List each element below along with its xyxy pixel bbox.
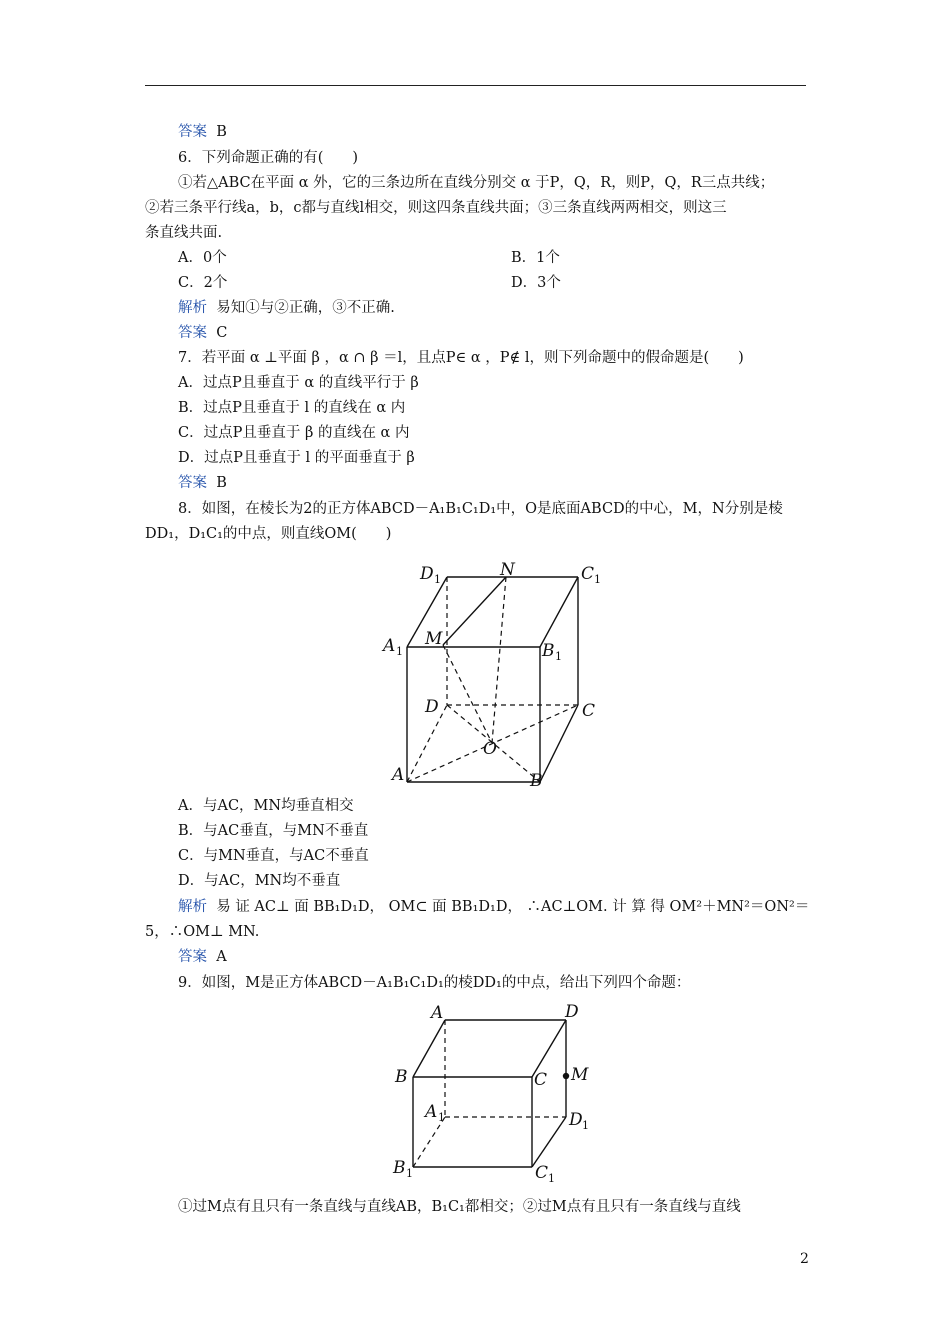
q8-cube-figure [370, 555, 610, 795]
q5-answer: B [216, 124, 227, 140]
label-D1: D [420, 564, 434, 584]
q8-option-a: A．与AC，MN均垂直相交 [178, 798, 354, 814]
q8-stem-2: DD₁，D₁C₁的中点，则直线OM( ) [145, 526, 392, 542]
q6-answer-line [178, 323, 227, 343]
label-B1: B [393, 1158, 406, 1178]
q7-stem: 7．若平面 α ⊥平面 β ，α ∩ β ＝l，且点P∈ α ，P∉ l，则下列命题中的假命题是( ) [178, 350, 744, 366]
q8-answer-line [178, 947, 227, 967]
q8-option-d: D．与AC，MN均不垂直 [178, 873, 341, 889]
svg-text:1: 1 [434, 573, 441, 586]
q6-text-1: ①若△ABC在平面 α 外，它的三条边所在直线分别交 α 于P，Q，R，则P，Q，R三点共线； [178, 175, 775, 191]
label-A1: A [383, 636, 396, 656]
q9-cube-figure [385, 1000, 605, 1190]
q6-analysis-line [178, 298, 395, 318]
page-number: 2 [800, 1251, 809, 1267]
answer-label: 答案 [178, 124, 207, 140]
q6-option-d: D．3个 [511, 275, 561, 291]
analysis-label: 解析 [178, 899, 207, 915]
label-B: B [530, 771, 543, 791]
q6-text-2: ②若三条平行线a，b，c都与直线l相交，则这四条直线共面；③三条直线两两相交，则这三 [145, 200, 727, 216]
q6-text-3: 条直线共面. [145, 225, 223, 241]
svg-text:1: 1 [548, 1172, 555, 1185]
analysis-label: 解析 [178, 300, 207, 316]
q8-analysis-line [178, 897, 809, 917]
q6-stem: 6．下列命题正确的有( ) [178, 150, 359, 166]
q7-option-c: C．过点P且垂直于 β 的直线在 α 内 [178, 425, 410, 441]
svg-text:1: 1 [555, 650, 562, 663]
answer-label: 答案 [178, 475, 207, 491]
label-A1: A [425, 1102, 438, 1122]
svg-text:1: 1 [406, 1167, 413, 1180]
svg-text:1: 1 [438, 1111, 445, 1124]
q6-analysis: 易知①与②正确，③不正确. [216, 300, 395, 316]
answer-label: 答案 [178, 325, 207, 341]
label-O: O [483, 739, 497, 759]
label-B1: B [542, 641, 555, 661]
header-rule [145, 85, 806, 86]
answer-label: 答案 [178, 949, 207, 965]
label-A: A [392, 765, 405, 785]
q6-option-c: C．2个 [178, 275, 228, 291]
q5-answer-line [178, 122, 227, 142]
q6-answer: C [216, 325, 228, 341]
label-M: M [425, 629, 443, 649]
label-C1: C [535, 1163, 549, 1183]
label-C: C [534, 1070, 548, 1090]
q7-answer: B [216, 475, 227, 491]
label-D: D [565, 1002, 579, 1022]
point-M [563, 1073, 569, 1079]
q8-option-b: B．与AC垂直，与MN不垂直 [178, 823, 369, 839]
q8-analysis-2: 5，∴OM⊥ MN. [145, 924, 260, 940]
svg-text:1: 1 [396, 645, 403, 658]
svg-text:1: 1 [582, 1119, 589, 1132]
q9-bottom-line: ①过M点有且只有一条直线与直线AB，B₁C₁都相交；②过M点有且只有一条直线与直线 [178, 1199, 741, 1215]
label-N: N [500, 560, 515, 580]
q7-option-d: D．过点P且垂直于 l 的平面垂直于 β [178, 450, 415, 466]
q8-answer: A [216, 949, 227, 965]
label-B: B [395, 1067, 408, 1087]
q9-stem: 9．如图，M是正方体ABCD－A₁B₁C₁D₁的棱DD₁的中点，给出下列四个命题： [178, 975, 691, 991]
q8-stem-1: 8．如图，在棱长为2的正方体ABCD－A₁B₁C₁D₁中，O是底面ABCD的中心，M，N分别是棱 [178, 501, 783, 517]
label-C1: C [581, 564, 595, 584]
label-A: A [431, 1003, 444, 1023]
q7-option-a: A．过点P且垂直于 α 的直线平行于 β [178, 375, 419, 391]
q8-option-c: C．与MN垂直，与AC不垂直 [178, 848, 369, 864]
label-D: D [425, 697, 439, 717]
label-C: C [582, 701, 596, 721]
q6-option-a: A．0个 [178, 250, 227, 266]
svg-text:1: 1 [594, 573, 601, 586]
q7-answer-line [178, 473, 227, 493]
label-D1: D [569, 1110, 583, 1130]
label-M: M [571, 1065, 589, 1085]
q6-option-b: B．1个 [511, 250, 560, 266]
q7-option-b: B．过点P且垂直于 l 的直线在 α 内 [178, 400, 406, 416]
q8-analysis-1: 易 证 AC⊥ 面 BB₁D₁D， OM⊂ 面 BB₁D₁D， ∴AC⊥OM. 计 算 得 OM²＋MN²＝ON²＝ [216, 899, 810, 915]
